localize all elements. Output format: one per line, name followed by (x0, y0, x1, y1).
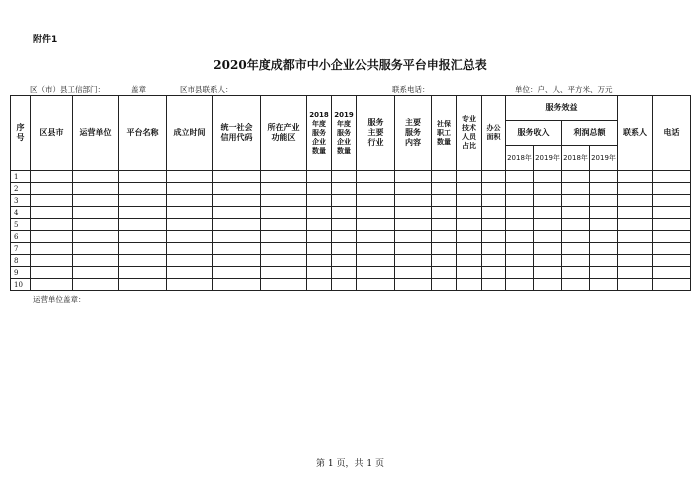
table-cell[interactable] (213, 195, 261, 207)
table-cell[interactable] (119, 219, 167, 231)
table-cell[interactable] (432, 219, 457, 231)
table-cell[interactable] (590, 207, 618, 219)
table-cell[interactable] (506, 243, 534, 255)
table-cell[interactable] (653, 207, 691, 219)
table-cell[interactable] (562, 243, 590, 255)
table-cell[interactable] (590, 183, 618, 195)
table-cell[interactable] (261, 279, 307, 291)
header-revenue-2018: 2018年 (506, 146, 534, 171)
table-cell[interactable] (357, 171, 395, 183)
table-cell[interactable] (534, 207, 562, 219)
table-cell[interactable] (457, 255, 482, 267)
table-cell[interactable] (261, 243, 307, 255)
table-cell[interactable] (506, 267, 534, 279)
header-platform: 平台名称 (119, 96, 167, 171)
table-cell[interactable] (395, 255, 432, 267)
table-cell[interactable] (119, 195, 167, 207)
table-cell[interactable] (534, 279, 562, 291)
table-cell[interactable] (119, 207, 167, 219)
table-cell[interactable] (506, 183, 534, 195)
table-cell[interactable] (357, 267, 395, 279)
table-row (11, 279, 691, 291)
table-cell[interactable] (562, 231, 590, 243)
table-cell[interactable] (119, 231, 167, 243)
table-cell[interactable] (31, 231, 73, 243)
table-cell[interactable] (482, 267, 506, 279)
table-cell[interactable] (432, 183, 457, 195)
table-cell[interactable] (562, 279, 590, 291)
table-cell[interactable] (307, 243, 332, 255)
table-cell[interactable] (457, 183, 482, 195)
header-served-2018: 2018 年度 服务 企业 数量 (307, 96, 332, 171)
table-cell[interactable] (432, 207, 457, 219)
table-cell[interactable] (31, 219, 73, 231)
table-cell[interactable] (31, 255, 73, 267)
table-cell[interactable] (357, 243, 395, 255)
table-cell[interactable] (357, 183, 395, 195)
attachment-label: 附件1 (33, 35, 58, 45)
meta-phone: 联系电话： (392, 85, 430, 94)
table-cell[interactable] (119, 267, 167, 279)
table-cell[interactable] (332, 207, 357, 219)
table-cell[interactable] (482, 207, 506, 219)
header-revenue: 服务收入 (506, 121, 562, 146)
table-cell[interactable] (357, 231, 395, 243)
table-cell[interactable] (590, 267, 618, 279)
table-cell[interactable] (332, 219, 357, 231)
table-cell[interactable] (395, 207, 432, 219)
table-cell[interactable] (332, 183, 357, 195)
document-title: 2020年度成都市中小企业公共服务平台申报汇总表 (213, 58, 487, 72)
table-cell[interactable] (261, 219, 307, 231)
table-cell[interactable] (653, 243, 691, 255)
table-cell[interactable] (73, 267, 119, 279)
table-cell[interactable] (432, 171, 457, 183)
table-cell[interactable] (167, 195, 213, 207)
table-cell[interactable] (73, 279, 119, 291)
table-cell[interactable] (590, 279, 618, 291)
table-cell[interactable] (534, 231, 562, 243)
table-cell[interactable] (332, 267, 357, 279)
table-cell[interactable] (653, 279, 691, 291)
table-cell[interactable] (618, 279, 653, 291)
table-cell[interactable] (432, 231, 457, 243)
table-cell[interactable] (395, 195, 432, 207)
page-number: 第 1 页，共 1 页 (316, 459, 384, 469)
table-cell[interactable] (307, 255, 332, 267)
table-cell[interactable] (506, 171, 534, 183)
table-cell[interactable] (618, 231, 653, 243)
header-benefit: 服务效益 (506, 96, 618, 121)
table-cell[interactable] (506, 195, 534, 207)
table-cell[interactable] (167, 231, 213, 243)
table-cell[interactable] (167, 255, 213, 267)
table-cell[interactable] (534, 267, 562, 279)
table-cell[interactable] (534, 183, 562, 195)
table-cell[interactable] (73, 243, 119, 255)
table-cell[interactable] (482, 183, 506, 195)
header-zone: 所在产业 功能区 (261, 96, 307, 171)
header-established: 成立时间 (167, 96, 213, 171)
table-cell[interactable] (562, 255, 590, 267)
table-cell[interactable] (307, 231, 332, 243)
table-cell[interactable] (332, 243, 357, 255)
table-cell[interactable] (590, 255, 618, 267)
table-cell[interactable] (432, 279, 457, 291)
table-cell[interactable] (119, 183, 167, 195)
table-cell[interactable] (213, 279, 261, 291)
table-cell[interactable] (307, 207, 332, 219)
table-cell[interactable] (457, 219, 482, 231)
table-cell[interactable] (482, 219, 506, 231)
table-cell[interactable] (307, 279, 332, 291)
table-cell[interactable] (167, 183, 213, 195)
table-cell[interactable] (73, 207, 119, 219)
header-served-2019: 2019 年度 服务 企业 数量 (332, 96, 357, 171)
table-cell[interactable] (562, 219, 590, 231)
table-cell[interactable] (261, 231, 307, 243)
table-cell[interactable] (332, 255, 357, 267)
table-cell[interactable] (31, 195, 73, 207)
table-row (11, 219, 691, 231)
table-cell[interactable] (534, 219, 562, 231)
table-cell[interactable] (506, 255, 534, 267)
header-office-area: 办公 面积 (482, 96, 506, 171)
table-cell[interactable] (653, 219, 691, 231)
table-cell[interactable] (482, 195, 506, 207)
table-cell[interactable] (618, 267, 653, 279)
table-cell[interactable] (395, 183, 432, 195)
header-credit-code: 统一社会 信用代码 (213, 96, 261, 171)
row-number: 10 (11, 279, 31, 291)
table-cell[interactable] (562, 183, 590, 195)
table-cell[interactable] (653, 171, 691, 183)
table-cell[interactable] (534, 255, 562, 267)
header-contact-person: 联系人 (618, 96, 653, 171)
table-cell[interactable] (457, 267, 482, 279)
meta-unit: 单位：户、人、平方米、万元 (515, 85, 613, 94)
table-cell[interactable] (213, 231, 261, 243)
table-cell[interactable] (457, 231, 482, 243)
table-cell[interactable] (31, 171, 73, 183)
table-cell[interactable] (653, 183, 691, 195)
meta-contact: 区市县联系人： (180, 85, 233, 94)
table-cell[interactable] (213, 243, 261, 255)
table-cell[interactable] (506, 279, 534, 291)
table-cell[interactable] (357, 279, 395, 291)
table-cell[interactable] (506, 231, 534, 243)
table-cell[interactable] (213, 207, 261, 219)
table-row (11, 255, 691, 267)
table-cell[interactable] (457, 195, 482, 207)
table-cell[interactable] (332, 279, 357, 291)
table-row (11, 195, 691, 207)
table-cell[interactable] (618, 183, 653, 195)
table-cell[interactable] (395, 279, 432, 291)
table-cell[interactable] (653, 255, 691, 267)
table-cell[interactable] (213, 255, 261, 267)
table-cell[interactable] (457, 243, 482, 255)
row-number: 7 (11, 243, 31, 255)
row-number: 9 (11, 267, 31, 279)
table-row (11, 231, 691, 243)
row-number: 4 (11, 207, 31, 219)
table-cell[interactable] (590, 231, 618, 243)
table-cell[interactable] (432, 195, 457, 207)
table-cell[interactable] (261, 171, 307, 183)
table-cell[interactable] (618, 207, 653, 219)
table-cell[interactable] (213, 171, 261, 183)
table-cell[interactable] (357, 219, 395, 231)
row-number: 1 (11, 171, 31, 183)
table-cell[interactable] (213, 183, 261, 195)
table-cell[interactable] (562, 267, 590, 279)
table-cell[interactable] (590, 171, 618, 183)
table-cell[interactable] (73, 255, 119, 267)
table-cell[interactable] (357, 195, 395, 207)
table-cell[interactable] (506, 207, 534, 219)
table-cell[interactable] (482, 255, 506, 267)
table-row (11, 243, 691, 255)
table-cell[interactable] (261, 267, 307, 279)
table-cell[interactable] (307, 267, 332, 279)
table-cell[interactable] (562, 171, 590, 183)
table-cell[interactable] (261, 195, 307, 207)
table-cell[interactable] (167, 171, 213, 183)
header-district: 区县市 (31, 96, 73, 171)
table-cell[interactable] (167, 279, 213, 291)
operator-seal-label: 运营单位盖章： (33, 295, 86, 304)
table-cell[interactable] (167, 267, 213, 279)
table-cell[interactable] (73, 231, 119, 243)
header-seq: 序 号 (11, 96, 31, 171)
table-cell[interactable] (653, 231, 691, 243)
table-cell[interactable] (395, 219, 432, 231)
table-cell[interactable] (119, 255, 167, 267)
table-cell[interactable] (534, 195, 562, 207)
table-cell[interactable] (261, 207, 307, 219)
table-cell[interactable] (432, 243, 457, 255)
table-cell[interactable] (307, 219, 332, 231)
header-profit: 利润总额 (562, 121, 618, 146)
table-cell[interactable] (73, 171, 119, 183)
table-cell[interactable] (213, 267, 261, 279)
header-profit-2018: 2018年 (562, 146, 590, 171)
table-cell[interactable] (562, 207, 590, 219)
table-cell[interactable] (482, 231, 506, 243)
table-cell[interactable] (618, 219, 653, 231)
table-cell[interactable] (213, 219, 261, 231)
header-revenue-2019: 2019年 (534, 146, 562, 171)
table-cell[interactable] (457, 279, 482, 291)
table-cell[interactable] (332, 171, 357, 183)
table-cell[interactable] (432, 255, 457, 267)
header-industry: 服务 主要 行业 (357, 96, 395, 171)
table-cell[interactable] (590, 195, 618, 207)
table-cell[interactable] (31, 183, 73, 195)
table-cell[interactable] (167, 207, 213, 219)
table-cell[interactable] (31, 267, 73, 279)
table-row (11, 183, 691, 195)
table-cell[interactable] (119, 243, 167, 255)
table-cell[interactable] (457, 207, 482, 219)
row-number: 8 (11, 255, 31, 267)
table-cell[interactable] (395, 171, 432, 183)
table-cell[interactable] (357, 255, 395, 267)
table-cell[interactable] (482, 171, 506, 183)
row-number: 5 (11, 219, 31, 231)
meta-department: 区（市）县工信部门： (30, 85, 105, 94)
header-staff: 社保 职工 数量 (432, 96, 457, 171)
table-row (11, 171, 691, 183)
table-row (11, 267, 691, 279)
table-cell[interactable] (590, 219, 618, 231)
row-number: 3 (11, 195, 31, 207)
table-cell[interactable] (653, 267, 691, 279)
summary-table (10, 95, 691, 291)
table-cell[interactable] (167, 219, 213, 231)
table-cell[interactable] (307, 195, 332, 207)
table-cell[interactable] (618, 255, 653, 267)
table-cell[interactable] (506, 219, 534, 231)
table-cell[interactable] (482, 279, 506, 291)
table-cell[interactable] (395, 267, 432, 279)
table-cell[interactable] (261, 183, 307, 195)
table-cell[interactable] (119, 171, 167, 183)
table-cell[interactable] (31, 279, 73, 291)
table-cell[interactable] (261, 255, 307, 267)
table-cell[interactable] (395, 231, 432, 243)
header-tech-ratio: 专业 技术 人员 占比 (457, 96, 482, 171)
table-cell[interactable] (307, 183, 332, 195)
table-cell[interactable] (482, 243, 506, 255)
table-cell[interactable] (457, 171, 482, 183)
header-profit-2019: 2019年 (590, 146, 618, 171)
meta-seal: 盖章 (131, 85, 146, 94)
table-cell[interactable] (618, 243, 653, 255)
table-cell[interactable] (119, 279, 167, 291)
table-cell[interactable] (307, 171, 332, 183)
table-cell[interactable] (534, 243, 562, 255)
table-cell[interactable] (167, 243, 213, 255)
table-cell[interactable] (618, 195, 653, 207)
table-cell[interactable] (31, 207, 73, 219)
header-content: 主要 服务 内容 (395, 96, 432, 171)
table-cell[interactable] (534, 171, 562, 183)
row-number: 2 (11, 183, 31, 195)
table-cell[interactable] (73, 219, 119, 231)
table-cell[interactable] (332, 195, 357, 207)
table-cell[interactable] (357, 207, 395, 219)
table-cell[interactable] (73, 195, 119, 207)
table-cell[interactable] (73, 183, 119, 195)
table-cell[interactable] (590, 243, 618, 255)
table-cell[interactable] (332, 231, 357, 243)
table-row (11, 207, 691, 219)
table-cell[interactable] (395, 243, 432, 255)
table-cell[interactable] (618, 171, 653, 183)
table-cell[interactable] (562, 195, 590, 207)
header-operator: 运营单位 (73, 96, 119, 171)
header-telephone: 电话 (653, 96, 691, 171)
table-cell[interactable] (653, 195, 691, 207)
table-body (11, 171, 691, 291)
table-cell[interactable] (432, 267, 457, 279)
row-number: 6 (11, 231, 31, 243)
table-cell[interactable] (31, 243, 73, 255)
